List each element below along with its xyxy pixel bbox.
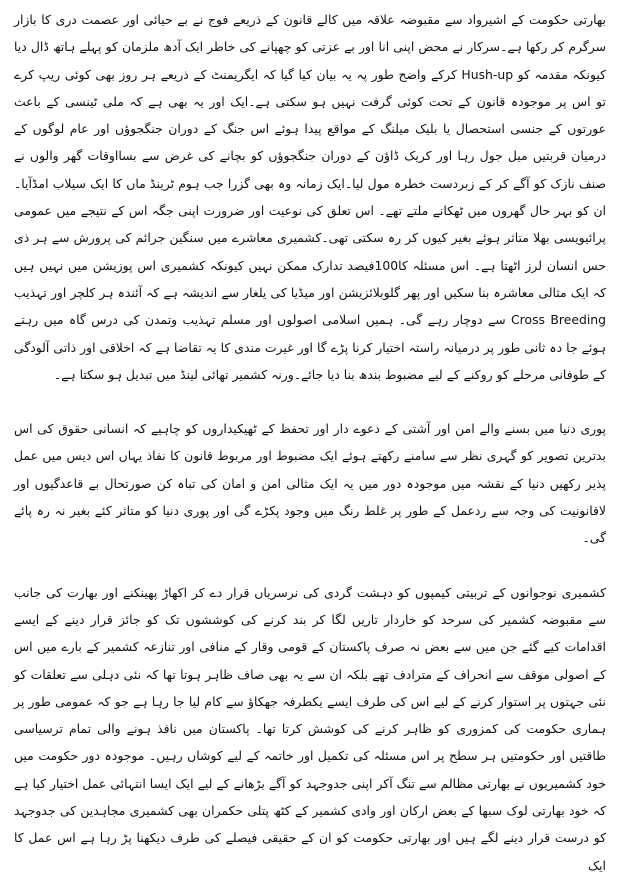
paragraph-3: کشمیری نوجوانوں کے تربیتی کیمپوں کو دہشت گردی کی نرسریاں قرار دے کر اکھاڑ پھینکنے اور بھارت کی جانب سے مقبوضہ کشمیر کی سرحد کو خاردار تاریں لگا کر بند کرنے کی کوششوں تک کو جائز قرار دینے کے ایسے اقدامات کیے گئے جن میں سے بعض نہ صرف پاکستان کے قومی وقار کے منافی اور تنازعہ کشمیر کے بارے میں اس کے اصولی موقف سے انحراف کے مترادف تھے بلکہ ان سے یہ بھی صاف ظاہر ہوتا تھا کہ نئی دہلی سے تعلقات کو نئی جہتوں پر استوار کرنے کے لیے اس کی طرف ایسے یکطرفہ جھکاؤ سے کام لیا جا رہا ہے جو کہ عمومی طور پر ہماری حکومت کی کمزوری کو ظاہر کرنے کی کوشش کرتا تھا۔ پاکستان میں نافذ ہونے والی تمام ترسیاسی طاقتیں اور حکومتیں ہر سطح پر اس مسئلہ کی تکمیل اور خاتمہ کے لیے کوشاں رہیں۔ موجودہ دور حکومت میں خود کشمیریوں نے بھارتی مظالم سے تنگ آکر اپنی جدوجہد کو آگے بڑھانے کے لیے ایک ایسا انتہائی عمل اختیار کیا ہے کہ خود بھارتی لوک سبھا کے بعض ارکان اور وادی کشمیر کے کٹھ پتلی حکمران بھی کشمیری مجاہدین کی جدوجہد کو درست قرار دینے لگے ہیں اور بھارتی حکومت کو ان کے حقیقی فیصلے کی طرف دیکھنا پڑ رہا ہے اس عمل کا ایک <box>14 584 606 873</box>
paragraph-2: پوری دنیا میں بسنے والے امن اور آشتی کے دعوے دار اور تحفظ کے ٹھیکیداروں کو چاہیے کہ انسانی حقوق کی اس بدترین تصویر کو گہری نظر سے سامنے رکھتے ہوئے ایک مضبوط اور مربوط قانون کا نفاذ یہاں اس دیس میں عمل پذیر رکھیں دنیا کے نقشہ میں موجودہ دور میں یہ ایک مثالی امن و امان کی تباہ کن صورتحال بے قاعدگیوں اور لاقانونیت کی وجہ سے ردعمل کے طور پر غلط رنگ میں وجود پکڑے گی اور پوری دنیا کو متاثر کئے بغیر نہ رہ پائے گی۔ <box>14 421 606 546</box>
paragraph-1: بھارتی حکومت کے اشیرواد سے مقبوضہ علاقہ میں کالے قانون کے ذریعے فوج نے بے حیائی اور عصمت دری کا بازار سرگرم کر رکھا ہے۔سرکار نے محض اپنی انا اور بے عزتی کو چھپانے کی خاطر ایک آدھ ملزمان کو پہلے ہاتھ ڈال دیا کیونکہ مقدمہ کو Hush-up کرکے واضح طور پہ یہ بیان کیا گیا کہ ایگریمنٹ کے ذریعے ہر روز بھی کوئی ریپ کرے تو اس پر موجودہ قانون کے تحت کوئی گرفت نہیں ہو سکتی ہے۔ایک اور یہ بھی ہے کہ ملی ٹینسی کے باعث عورتوں کے جنسی استحصال یا بلیک میلنگ کے مواقع پیدا ہوئے اس جنگ کے دوران جنگجوؤں اور عام لوگوں کے درمیان قربتیں میل جول رہا اور کریک ڈاؤن کے دوران جنگجوؤں کو بچانے کی غرض سے بسااوقات گھر والوں نے صنف نازک کو آگے کر کے زبردست خطرہ مول لیا۔ایک زمانہ وہ بھی گزرا جب ہوم ٹرینڈ ماں کا ایک سیلاب امڈآیا۔ان کو بہر حال گھروں میں ٹھکانے ملتے تھے۔ اس تعلق کی نوعیت اور ضرورت اپنی جگہ اس کے نتیجے میں عمومی پرائیویسی بھلا متاثر ہوئے بغیر کیوں کر رہ سکتی تھی۔کشمیری معاشرے میں سنگین جرائم کی پرورش سے ہر ذی حس انسان لرز اٹھتا ہے۔ اس مسئلہ کا100فیصد تدارک ممکن نہیں کیونکہ کشمیری اس پوزیشن میں نہیں ہیں کہ ایک مثالی معاشرہ بنا سکیں اور پھر گلوبلائزیشن اور میڈیا کی یلغار سے اندیشہ ہے کہ آئندہ ہر کلچر اور تہذیب Cross Breeding سے دوچار رہے گی۔ ہمیں اسلامی اصولوں اور مسلم تہذیب وتمدن کی درس گاہ میں رہتے ہوئے جا دہ ثانی طور پر درمیانہ راستہ اختیار کرنا پڑے گا اور غیرت مندی کا یہ تقاضا ہے کہ اخلاقی اور ذاتی آلودگی کے طوفانی مرحلے کو روکنے کے لیے مضبوط بندھ بنا دیا جائے۔ورنہ کشمیر تھائی لینڈ میں تبدیل ہو سکتا ہے۔ <box>14 12 607 382</box>
